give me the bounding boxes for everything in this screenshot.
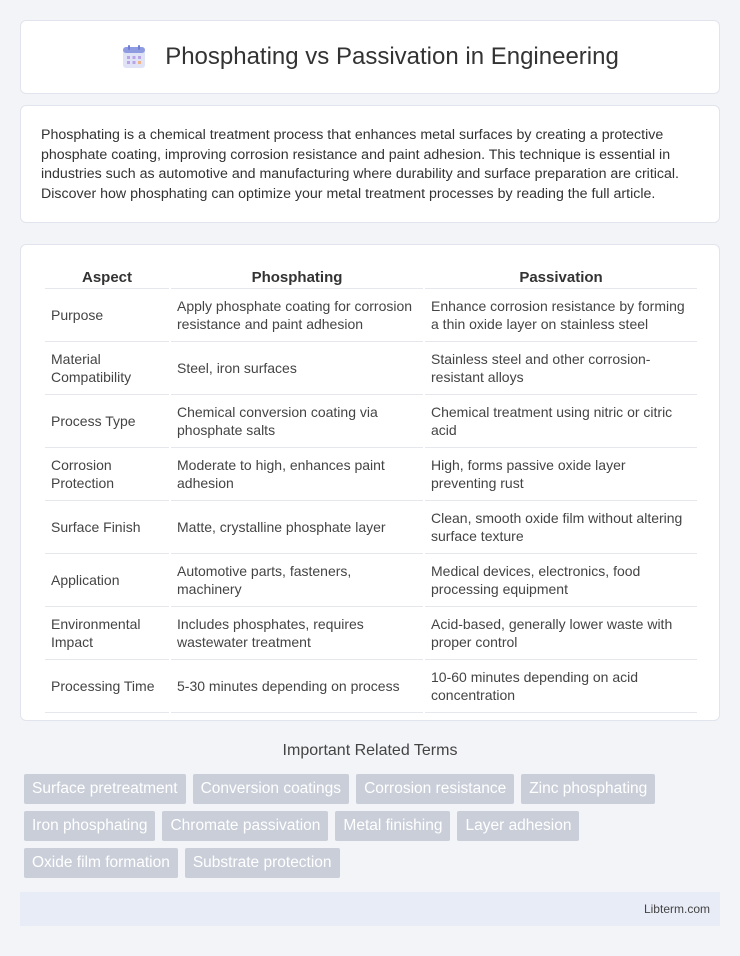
related-terms-heading: Important Related Terms <box>282 742 458 759</box>
table-cell-aspect: Processing Time <box>45 660 169 713</box>
table-cell-aspect: Process Type <box>45 395 169 448</box>
related-term-tag[interactable]: Oxide film formation <box>24 848 178 878</box>
comparison-table-card <box>20 244 720 721</box>
related-term-tag[interactable]: Substrate protection <box>185 848 340 878</box>
table-cell-phos: Automotive parts, fasteners, machinery <box>171 554 423 607</box>
table-row <box>45 448 697 501</box>
related-terms-list <box>24 774 724 878</box>
title-card <box>20 20 720 94</box>
table-cell-pass: High, forms passive oxide layer preventing rust <box>425 448 697 501</box>
table-header-row <box>45 265 697 289</box>
table-cell-phos: Chemical conversion coating via phosphate salts <box>171 395 423 448</box>
related-term-tag[interactable]: Metal finishing <box>335 811 450 841</box>
table-cell-phos: Apply phosphate coating for corrosion resistance and paint adhesion <box>171 289 423 342</box>
related-term-tag[interactable]: Surface pretreatment <box>24 774 186 804</box>
table-cell-aspect: Material Compatibility <box>45 342 169 395</box>
related-term-tag[interactable]: Conversion coatings <box>193 774 349 804</box>
table-cell-phos: Includes phosphates, requires wastewater treatment <box>171 607 423 660</box>
table-cell-phos: Steel, iron surfaces <box>171 342 423 395</box>
footer <box>20 892 720 926</box>
header-phosphating: Phosphating <box>171 265 423 289</box>
comparison-table <box>43 265 699 713</box>
header-aspect: Aspect <box>45 265 169 289</box>
table-cell-aspect: Surface Finish <box>45 501 169 554</box>
table-row <box>45 289 697 342</box>
table-row <box>45 395 697 448</box>
intro-card <box>20 105 720 223</box>
footer-site-link[interactable]: Libterm.com <box>643 902 710 916</box>
calendar-grid-icon <box>121 44 147 70</box>
related-term-tag[interactable]: Corrosion resistance <box>356 774 514 804</box>
table-row <box>45 554 697 607</box>
table-cell-aspect: Corrosion Protection <box>45 448 169 501</box>
table-row <box>45 501 697 554</box>
related-term-tag[interactable]: Chromate passivation <box>162 811 328 841</box>
table-cell-pass: Chemical treatment using nitric or citric acid <box>425 395 697 448</box>
related-term-tag[interactable]: Zinc phosphating <box>521 774 655 804</box>
table-cell-pass: Enhance corrosion resistance by forming a thin oxide layer on stainless steel <box>425 289 697 342</box>
table-cell-aspect: Application <box>45 554 169 607</box>
intro-text: Phosphating is a chemical treatment process that enhances metal surfaces by creating a protective phosphate coating, improving corrosion resistance and paint adhesion. This technique is essential in industries such as automotive and manufacturing where durability and surface preparation are critical. Discover how phosphating can optimize your metal treatment processes by reading the full article. <box>41 127 679 202</box>
related-term-tag[interactable]: Iron phosphating <box>24 811 155 841</box>
header-passivation: Passivation <box>425 265 697 289</box>
table-cell-pass: Acid-based, generally lower waste with proper control <box>425 607 697 660</box>
table-cell-aspect: Purpose <box>45 289 169 342</box>
table-cell-phos: Matte, crystalline phosphate layer <box>171 501 423 554</box>
table-row <box>45 660 697 713</box>
page-title: Phosphating vs Passivation in Engineering <box>165 43 619 70</box>
related-term-tag[interactable]: Layer adhesion <box>457 811 579 841</box>
table-cell-phos: 5-30 minutes depending on process <box>171 660 423 713</box>
table-cell-pass: Stainless steel and other corrosion-resistant alloys <box>425 342 697 395</box>
table-cell-pass: Clean, smooth oxide film without altering surface texture <box>425 501 697 554</box>
table-cell-phos: Moderate to high, enhances paint adhesion <box>171 448 423 501</box>
table-cell-aspect: Environmental Impact <box>45 607 169 660</box>
table-row <box>45 607 697 660</box>
table-cell-pass: Medical devices, electronics, food processing equipment <box>425 554 697 607</box>
table-row <box>45 342 697 395</box>
table-cell-pass: 10-60 minutes depending on acid concentration <box>425 660 697 713</box>
